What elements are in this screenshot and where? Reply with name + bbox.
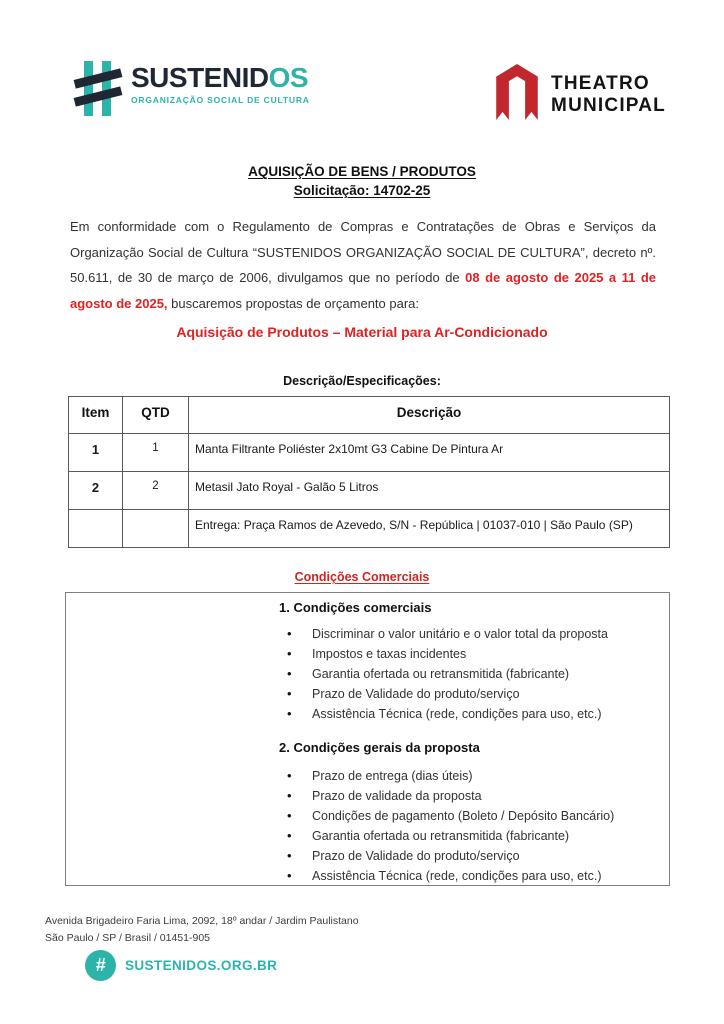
- table-header-row: [69, 397, 670, 434]
- footer-address-line1: Avenida Brigadeiro Faria Lima, 2092, 18º andar / Jardim Paulistano: [45, 915, 359, 927]
- table-cell-item: 2: [69, 472, 123, 510]
- intro-paragraph: [70, 214, 656, 316]
- table-cell-item: 1: [69, 434, 123, 472]
- intro-text-before: Em conformidade com o Regulamento de Compras e Contratações de Obras e Serviços da Organização Social de Cultura “SUSTENIDOS ORGANIZAÇÃO SOCIAL DE CULTURA”, decreto nº. 50.611, de 30 de março de 2006, divulgamos que no período de: [70, 219, 656, 285]
- sustenidos-wordmark-main: SUSTENID: [131, 62, 269, 93]
- list-item: • Impostos e taxas incidentes: [279, 644, 659, 664]
- theatro-wordmark-line1: THEATRO: [551, 72, 650, 94]
- list-item: • Prazo de Validade do produto/serviço: [279, 846, 659, 866]
- table-cell-qtd: [123, 510, 189, 548]
- table-cell-qtd: 1: [123, 434, 189, 472]
- theatro-wordmark-line2: MUNICIPAL: [551, 94, 666, 116]
- list-item: • Assistência Técnica (rede, condições para uso, etc.): [279, 704, 659, 724]
- list-item: • Garantia ofertada ou retransmitida (fabricante): [279, 826, 659, 846]
- list-item: • Assistência Técnica (rede, condições para uso, etc.): [279, 866, 659, 886]
- table-cell-qtd: 2: [123, 472, 189, 510]
- header: [75, 58, 666, 125]
- sustenidos-wordmark: [131, 64, 310, 92]
- intro-text-after: buscaremos propostas de orçamento para:: [167, 295, 420, 311]
- footer-address-line2: São Paulo / SP / Brasil / 01451-905: [45, 932, 210, 944]
- subject-heading: Aquisição de Produtos – Material para Ar-Condicionado: [176, 324, 548, 340]
- conditions-box: [65, 592, 670, 886]
- table-row: [69, 472, 670, 510]
- sustenidos-logo: [75, 58, 310, 116]
- footer-address: [45, 913, 359, 947]
- table-cell-desc: Manta Filtrante Poliéster 2x10mt G3 Cabine De Pintura Ar: [189, 434, 670, 472]
- sustenidos-wordmark-accent: OS: [268, 62, 309, 93]
- sustenidos-tagline: ORGANIZAÇÃO SOCIAL DE CULTURA: [131, 95, 310, 105]
- sustenidos-hash-icon: [75, 58, 121, 116]
- table-header-desc: Descrição: [189, 397, 670, 434]
- list-item: • Prazo de validade da proposta: [279, 786, 659, 806]
- conditions-section2-title: 2. Condições gerais da proposta: [279, 740, 480, 755]
- theatro-wordmark: [551, 73, 666, 117]
- intro-date-range: 08 de agosto de 2025 a 11 de agosto de 2025,: [70, 270, 656, 311]
- table-header-qtd: QTD: [123, 397, 189, 434]
- list-item: • Discriminar o valor unitário e o valor total da proposta: [279, 624, 659, 644]
- sustenidos-hash-badge-icon: #: [85, 950, 116, 981]
- document-title-line2: Solicitação: 14702-25: [293, 183, 431, 198]
- conditions-section1-title: 1. Condições comerciais: [279, 600, 432, 615]
- table-row: [69, 434, 670, 472]
- spec-heading: Descrição/Especificações:: [283, 374, 441, 388]
- conditions-section1-list: [279, 624, 659, 724]
- conditions-heading: Condições Comerciais: [294, 570, 430, 584]
- table-header-item: Item: [69, 397, 123, 434]
- table-cell-desc: Metasil Jato Royal - Galão 5 Litros: [189, 472, 670, 510]
- list-item: • Condições de pagamento (Boleto / Depósito Bancário): [279, 806, 659, 826]
- footer-brand: [85, 950, 277, 981]
- document-title-line1: AQUISIÇÃO DE BENS / PRODUTOS: [248, 164, 476, 179]
- footer-site-url: SUSTENIDOS.ORG.BR: [125, 958, 278, 973]
- table-cell-delivery: Entrega: Praça Ramos de Azevedo, S/N - República | 01037-010 | São Paulo (SP): [189, 510, 670, 548]
- list-item: • Prazo de Validade do produto/serviço: [279, 684, 659, 704]
- table-row-delivery: [69, 510, 670, 548]
- list-item: • Garantia ofertada ou retransmitida (fabricante): [279, 664, 659, 684]
- theatro-municipal-logo: [495, 64, 666, 125]
- conditions-section2-list: [279, 766, 659, 886]
- table-cell-item: [69, 510, 123, 548]
- document-title: [0, 162, 724, 200]
- list-item: • Prazo de entrega (dias úteis): [279, 766, 659, 786]
- theatro-arch-icon: [495, 64, 539, 125]
- items-table: [68, 396, 670, 548]
